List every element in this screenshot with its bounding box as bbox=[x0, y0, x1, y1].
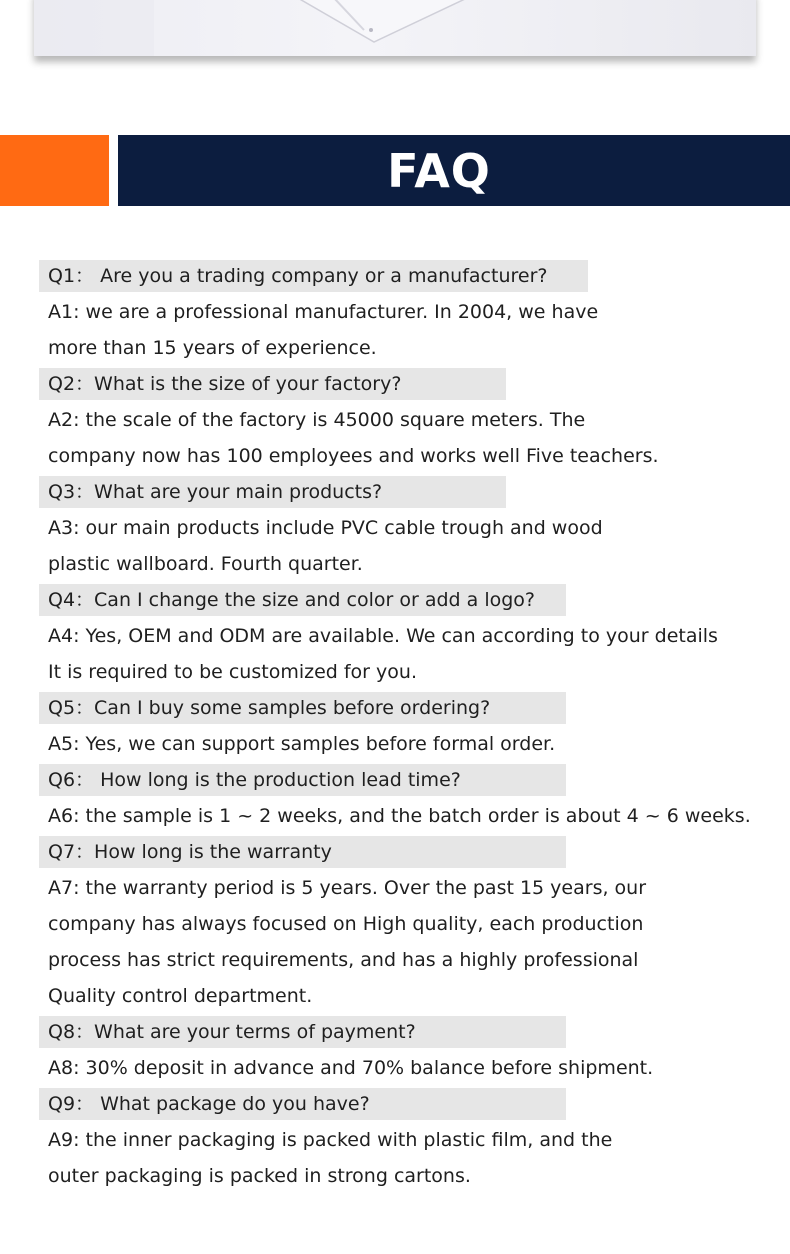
faq-answer-1-line-2: more than 15 years of experience. bbox=[48, 337, 377, 359]
faq-banner bbox=[118, 135, 790, 206]
faq-list bbox=[39, 258, 759, 1194]
faq-answer-2-line-2: company now has 100 employees and works well Five teachers. bbox=[48, 445, 659, 467]
faq-answer-9-line-2: outer packaging is packed in strong cartons. bbox=[48, 1165, 471, 1187]
faq-question-8: Q8：What are your terms of payment? bbox=[39, 1016, 566, 1048]
faq-answer-3-line-2: plastic wallboard. Fourth quarter. bbox=[48, 553, 363, 575]
faq-question-9: Q9： What package do you have? bbox=[39, 1088, 566, 1120]
faq-question-4: Q4：Can I change the size and color or add a logo? bbox=[39, 584, 566, 616]
faq-answer-7-line-3: process has strict requirements, and has a highly professional bbox=[48, 949, 639, 971]
faq-question-3: Q3：What are your main products? bbox=[39, 476, 506, 508]
faq-question-7: Q7：How long is the warranty bbox=[39, 836, 566, 868]
product-photo-card bbox=[34, 0, 756, 56]
faq-answer-9-line-1: A9: the inner packaging is packed with plastic film, and the bbox=[48, 1129, 613, 1151]
page-title: FAQ bbox=[387, 143, 491, 198]
faq-answer-2-line-1: A2: the scale of the factory is 45000 square meters. The bbox=[48, 409, 586, 431]
faq-answer-6-line-1: A6: the sample is 1 ~ 2 weeks, and the batch order is about 4 ~ 6 weeks. bbox=[48, 805, 751, 827]
faq-answer-1-line-1: A1: we are a professional manufacturer. In 2004, we have bbox=[48, 301, 599, 323]
faq-answer-8-line-1: A8: 30% deposit in advance and 70% balance before shipment. bbox=[48, 1057, 654, 1079]
faq-question-6: Q6： How long is the production lead time? bbox=[39, 764, 566, 796]
faq-answer-3-line-1: A3: our main products include PVC cable trough and wood bbox=[48, 517, 603, 539]
faq-answer-7-line-1: A7: the warranty period is 5 years. Over the past 15 years, our bbox=[48, 877, 647, 899]
faq-answer-5-line-1: A5: Yes, we can support samples before formal order. bbox=[48, 733, 556, 755]
faq-question-1: Q1： Are you a trading company or a manufacturer? bbox=[39, 260, 588, 292]
faq-answer-7-line-4: Quality control department. bbox=[48, 985, 313, 1007]
faq-answer-4-line-2: It is required to be customized for you. bbox=[48, 661, 417, 683]
product-photo bbox=[0, 0, 790, 80]
banner-accent-block bbox=[0, 135, 109, 206]
faq-question-2: Q2：What is the size of your factory? bbox=[39, 368, 506, 400]
faq-answer-7-line-2: company has always focused on High quality, each production bbox=[48, 913, 644, 935]
product-photo-shapes bbox=[34, 0, 756, 56]
faq-answer-4-line-1: A4: Yes, OEM and ODM are available. We can according to your details bbox=[48, 625, 718, 647]
faq-question-5: Q5：Can I buy some samples before ordering? bbox=[39, 692, 566, 724]
